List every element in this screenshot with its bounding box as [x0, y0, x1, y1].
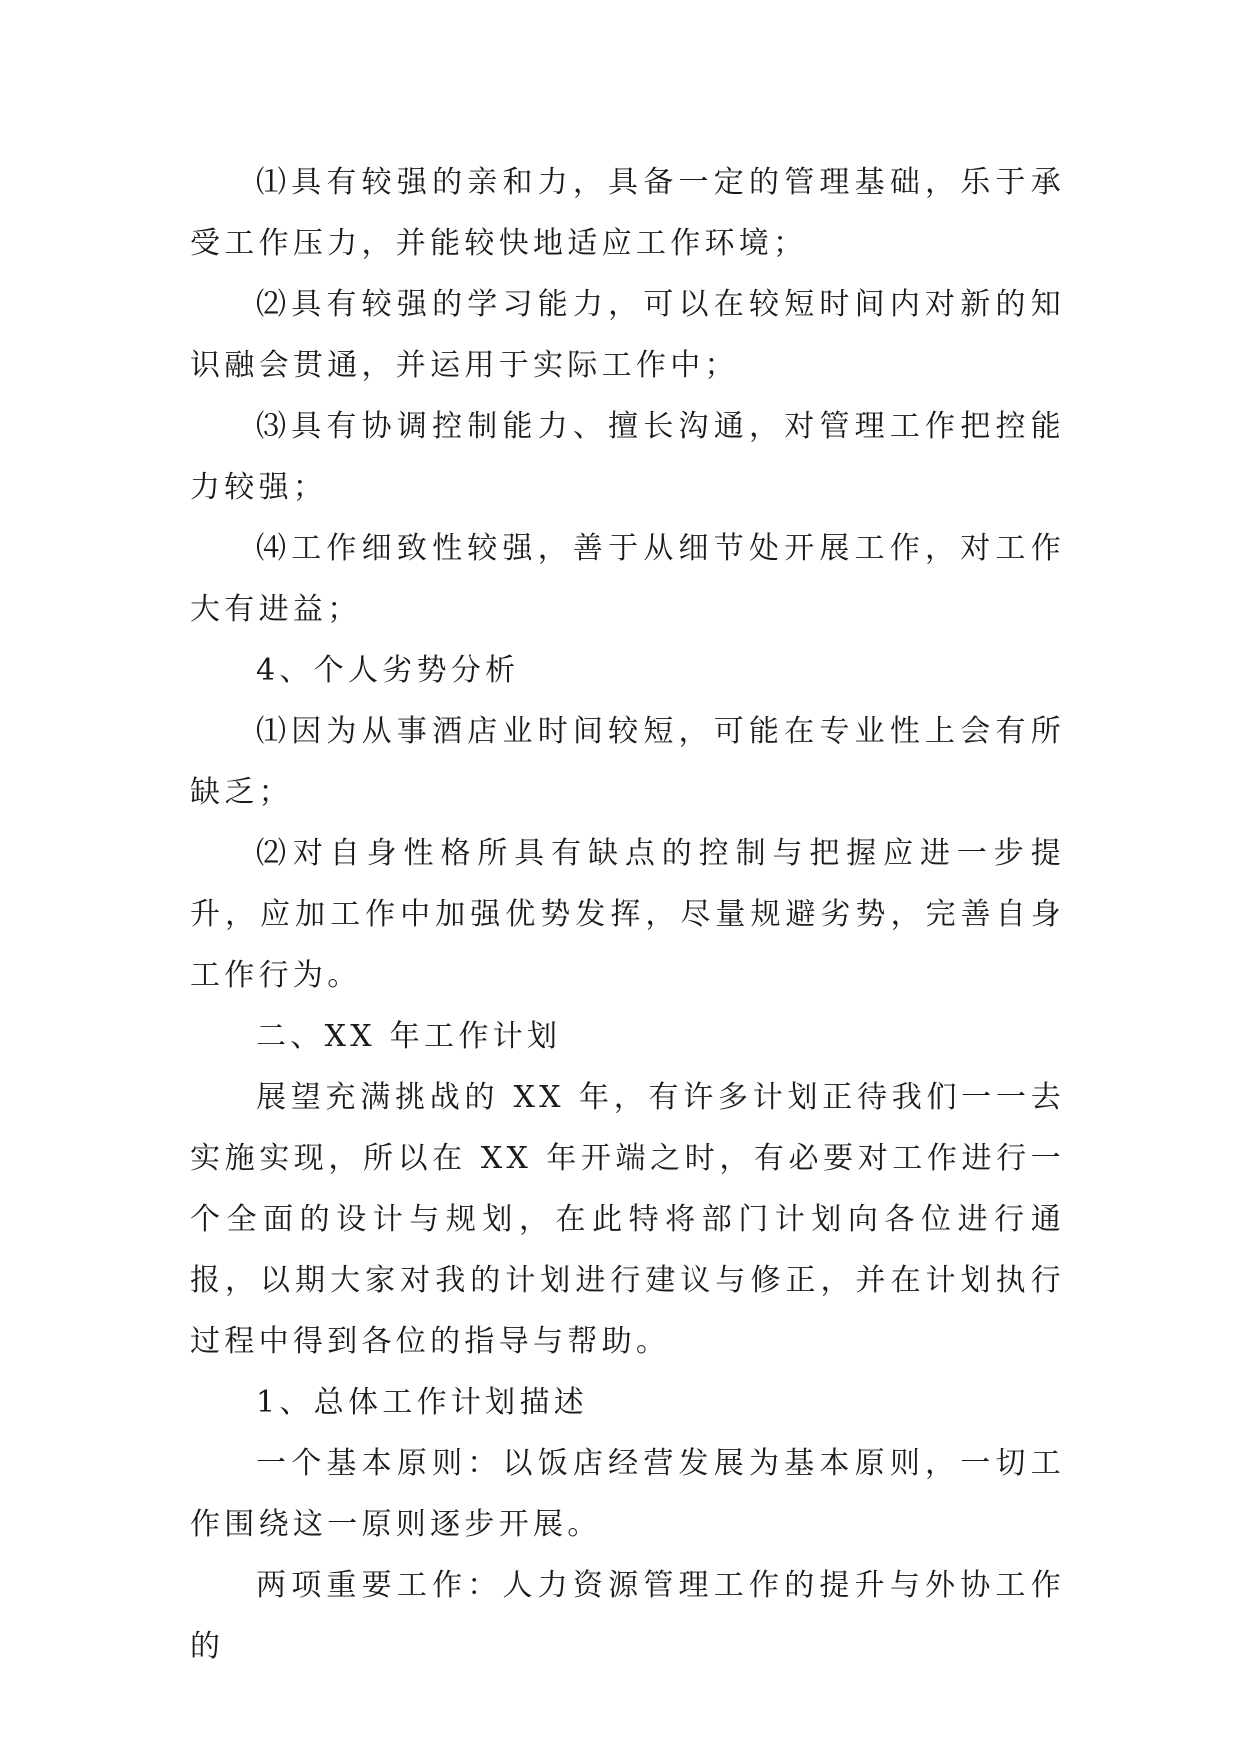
- paragraph-weakness-1: ⑴因为从事酒店业时间较短，可能在专业性上会有所缺乏；: [190, 714, 1065, 810]
- paragraph-basic-principle: 一个基本原则：以饭店经营发展为基本原则，一切工作围绕这一原则逐步开展。: [190, 1446, 1065, 1542]
- paragraph-strength-4: ⑷工作细致性较强，善于从细节处开展工作，对工作大有进益；: [190, 531, 1065, 627]
- paragraph-strength-1: ⑴具有较强的亲和力，具备一定的管理基础，乐于承受工作压力，并能较快地适应工作环境；: [190, 165, 1065, 261]
- section-heading-weakness: 4、个人劣势分析: [256, 653, 520, 688]
- paragraph-plan-intro: 展望充满挑战的 XX 年，有许多计划正待我们一一去实施实现，所以在 XX 年开端之时，有必要对工作进行一个全面的设计与规划，在此特将部门计划向各位进行通报，以期大家对我的计划进行建议与修正，并在计划执行过程中得到各位的指导与帮助。: [190, 1080, 1065, 1359]
- document-body: [190, 152, 1065, 1677]
- paragraph-weakness-2: ⑵对自身性格所具有缺点的控制与把握应进一步提升，应加工作中加强优势发挥，尽量规避劣势，完善自身工作行为。: [190, 836, 1065, 993]
- paragraph-key-tasks: 两项重要工作：人力资源管理工作的提升与外协工作的: [190, 1568, 1065, 1664]
- section-heading-overall-plan: 1、总体工作计划描述: [256, 1385, 589, 1420]
- section-heading-work-plan: 二、XX 年工作计划: [256, 1019, 562, 1054]
- paragraph-strength-3: ⑶具有协调控制能力、擅长沟通，对管理工作把控能力较强；: [190, 409, 1065, 505]
- paragraph-strength-2: ⑵具有较强的学习能力，可以在较短时间内对新的知识融会贯通，并运用于实际工作中；: [190, 287, 1065, 383]
